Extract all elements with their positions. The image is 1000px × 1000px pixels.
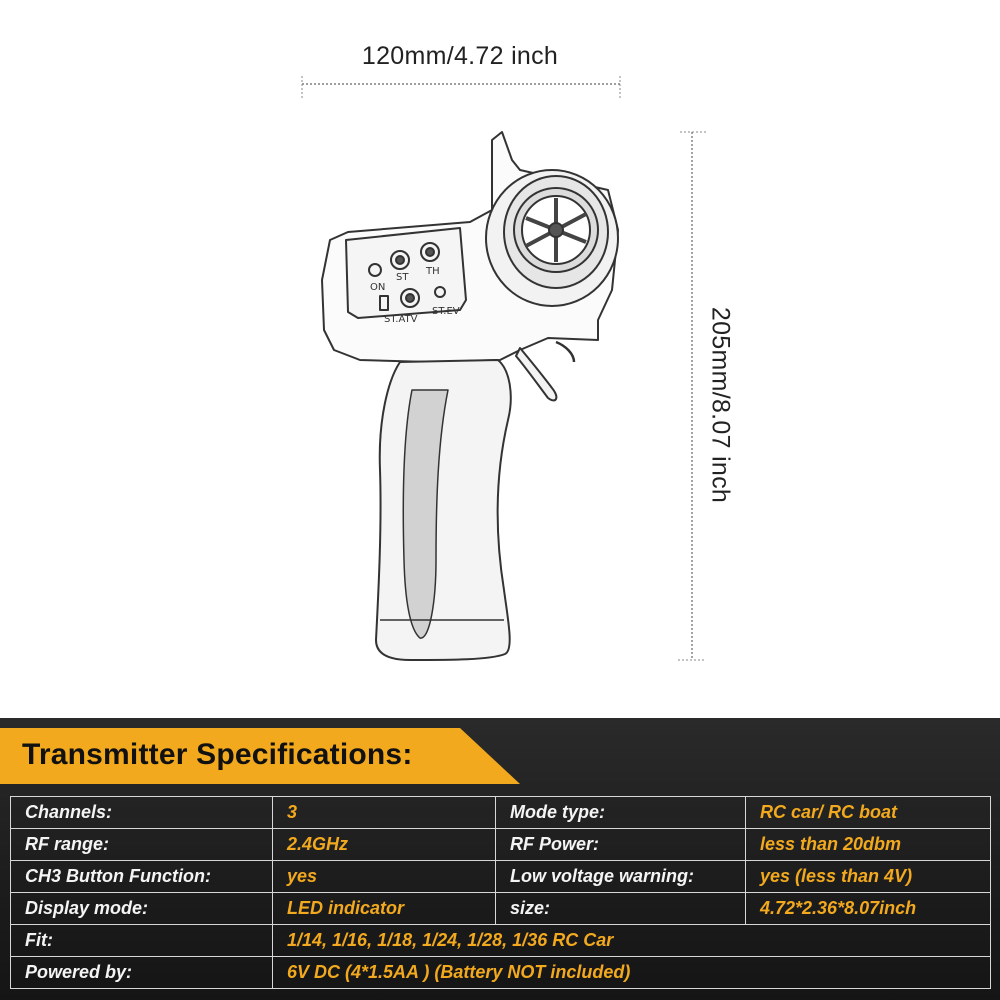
table-row xyxy=(11,829,991,861)
table-row xyxy=(11,893,991,925)
spec-label: Low voltage warning: xyxy=(496,861,746,893)
spec-value-fit: 1/14, 1/16, 1/18, 1/24, 1/28, 1/36 RC Car xyxy=(273,925,991,957)
panel-label-st-ev: ST.EV xyxy=(432,306,460,317)
panel-label-st-atv: ST.ATV xyxy=(384,314,418,325)
spec-label: Channels: xyxy=(11,797,273,829)
panel-label-th: TH xyxy=(426,266,440,277)
specs-table xyxy=(10,796,991,989)
spec-value: LED indicator xyxy=(273,893,496,925)
spec-label-fit: Fit: xyxy=(11,925,273,957)
panel-label-on: ON xyxy=(370,282,386,293)
spec-value: yes (less than 4V) xyxy=(746,861,991,893)
table-row xyxy=(11,925,991,957)
specifications-panel xyxy=(0,718,1000,1000)
spec-label: size: xyxy=(496,893,746,925)
width-dimension-label: 120mm/4.72 inch xyxy=(361,42,559,70)
height-dimension-label: 205mm/8.07 inch xyxy=(706,306,735,504)
spec-value: less than 20dbm xyxy=(746,829,991,861)
spec-label: Display mode: xyxy=(11,893,273,925)
spec-value: 3 xyxy=(273,797,496,829)
table-row xyxy=(11,797,991,829)
spec-value-powered: 6V DC (4*1.5AA ) (Battery NOT included) xyxy=(273,957,991,989)
spec-label: CH3 Button Function: xyxy=(11,861,273,893)
spec-label: RF Power: xyxy=(496,829,746,861)
spec-label: RF range: xyxy=(11,829,273,861)
spec-value: RC car/ RC boat xyxy=(746,797,991,829)
spec-label-powered: Powered by: xyxy=(11,957,273,989)
spec-label: Mode type: xyxy=(496,797,746,829)
spec-value: yes xyxy=(273,861,496,893)
spec-value: 2.4GHz xyxy=(273,829,496,861)
spec-value: 4.72*2.36*8.07inch xyxy=(746,893,991,925)
table-row xyxy=(11,861,991,893)
panel-label-st: ST xyxy=(396,272,409,283)
transmitter-sketch xyxy=(322,132,618,660)
table-row xyxy=(11,957,991,989)
specs-title: Transmitter Specifications: xyxy=(22,738,413,771)
